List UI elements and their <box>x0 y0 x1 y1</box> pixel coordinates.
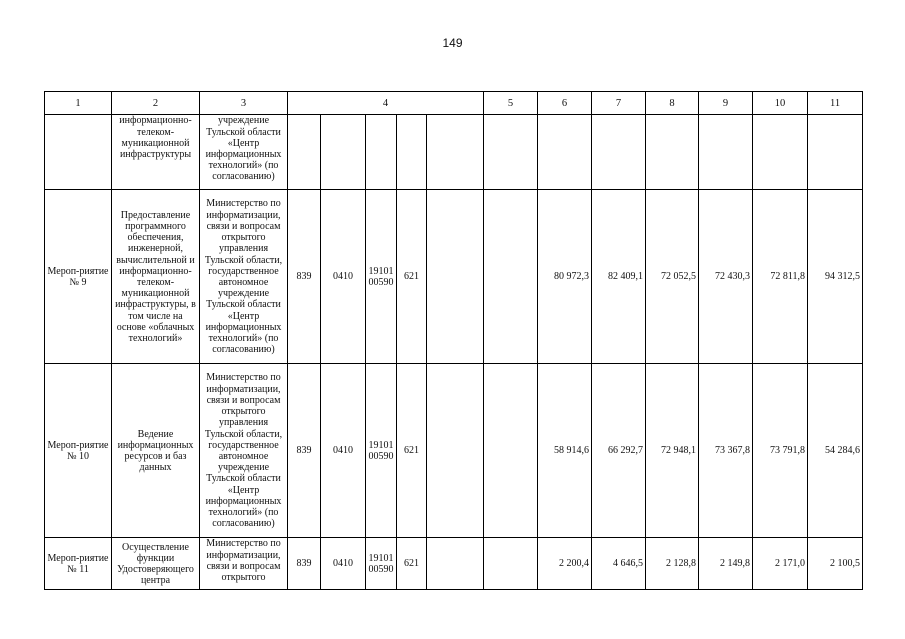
column-header: 9 <box>699 92 753 115</box>
year-value-cell: 54 284,6 <box>808 364 863 538</box>
year-value-cell: 2 128,8 <box>646 538 699 590</box>
executor-cell: Министерство по информатизации, связи и вопросам открытого управления Тульской области, государственное автономное учреждение Тульской области «Центр информационных технологий» (по согласованию) <box>200 190 288 364</box>
col5-cell <box>427 538 484 590</box>
column-header: 10 <box>753 92 808 115</box>
column-header: 6 <box>538 92 592 115</box>
col5-cell <box>427 190 484 364</box>
year-value-cell: 2 200,4 <box>538 538 592 590</box>
rz-pr-cell: 0410 <box>321 364 366 538</box>
year-value-cell <box>808 115 863 190</box>
csr-cell <box>366 115 397 190</box>
table-row <box>45 538 863 590</box>
column-header: 11 <box>808 92 863 115</box>
column-header: 7 <box>592 92 646 115</box>
grbs-cell: 839 <box>288 364 321 538</box>
year-value-cell: 73 791,8 <box>753 364 808 538</box>
year-value-cell: 2 149,8 <box>699 538 753 590</box>
budget-table <box>44 91 863 590</box>
col5-cell <box>427 364 484 538</box>
col6-cell <box>484 190 538 364</box>
col6-cell <box>484 364 538 538</box>
csr-cell: 19101 00590 <box>366 364 397 538</box>
event-cell: Мероп-риятие № 11 <box>45 538 112 590</box>
vr-cell: 621 <box>397 190 427 364</box>
year-value-cell <box>538 115 592 190</box>
grbs-cell <box>288 115 321 190</box>
vr-cell <box>397 115 427 190</box>
grbs-cell: 839 <box>288 538 321 590</box>
rz-pr-cell <box>321 115 366 190</box>
column-header: 2 <box>112 92 200 115</box>
year-value-cell: 72 811,8 <box>753 190 808 364</box>
event-cell: Мероп-риятие № 9 <box>45 190 112 364</box>
column-number-row <box>45 92 863 115</box>
year-value-cell <box>646 115 699 190</box>
year-value-cell: 82 409,1 <box>592 190 646 364</box>
vr-cell: 621 <box>397 538 427 590</box>
col6-cell <box>484 115 538 190</box>
table-row <box>45 115 863 190</box>
page-number: 149 <box>442 36 463 50</box>
event-cell <box>45 115 112 190</box>
year-value-cell: 73 367,8 <box>699 364 753 538</box>
event-name-cell: Осуществление функции Удостоверяющего центра <box>112 538 200 590</box>
csr-cell: 19101 00590 <box>366 190 397 364</box>
event-name-cell: Ведение информационных ресурсов и баз данных <box>112 364 200 538</box>
column-header: 5 <box>484 92 538 115</box>
year-value-cell <box>753 115 808 190</box>
column-header: 4 <box>288 92 484 115</box>
year-value-cell: 72 052,5 <box>646 190 699 364</box>
grbs-cell: 839 <box>288 190 321 364</box>
year-value-cell: 4 646,5 <box>592 538 646 590</box>
table-row <box>45 364 863 538</box>
year-value-cell: 94 312,5 <box>808 190 863 364</box>
column-header: 3 <box>200 92 288 115</box>
rz-pr-cell: 0410 <box>321 190 366 364</box>
event-name-cell: информационно-телеком-муникационной инфраструктуры <box>112 115 200 190</box>
year-value-cell: 72 948,1 <box>646 364 699 538</box>
executor-cell: Министерство по информатизации, связи и вопросам открытого <box>200 538 288 590</box>
event-cell: Мероп-риятие № 10 <box>45 364 112 538</box>
year-value-cell: 58 914,6 <box>538 364 592 538</box>
col5-cell <box>427 115 484 190</box>
year-value-cell: 72 430,3 <box>699 190 753 364</box>
executor-cell: учреждение Тульской области «Центр информационных технологий» (по согласованию) <box>200 115 288 190</box>
event-name-cell: Предоставление программного обеспечения, инженерной, вычислительной и информационно-телеком-муникационной инфраструктуры, в том числе на основе «облачных технологий» <box>112 190 200 364</box>
year-value-cell: 2 100,5 <box>808 538 863 590</box>
year-value-cell <box>592 115 646 190</box>
year-value-cell: 2 171,0 <box>753 538 808 590</box>
table-row <box>45 190 863 364</box>
year-value-cell: 66 292,7 <box>592 364 646 538</box>
column-header: 8 <box>646 92 699 115</box>
csr-cell: 19101 00590 <box>366 538 397 590</box>
year-value-cell <box>699 115 753 190</box>
col6-cell <box>484 538 538 590</box>
year-value-cell: 80 972,3 <box>538 190 592 364</box>
vr-cell: 621 <box>397 364 427 538</box>
column-header: 1 <box>45 92 112 115</box>
executor-cell: Министерство по информатизации, связи и вопросам открытого управления Тульской области, государственное автономное учреждение Тульской области «Центр информационных технологий» (по согласованию) <box>200 364 288 538</box>
rz-pr-cell: 0410 <box>321 538 366 590</box>
